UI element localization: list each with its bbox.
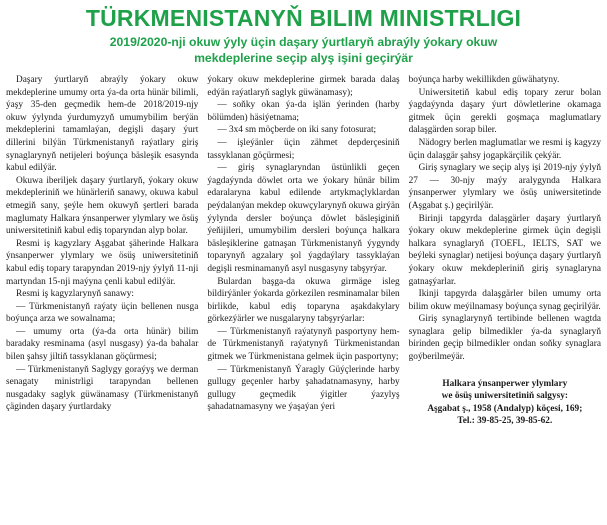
contact-address: Aşgabat ş., 1958 (Andalyp) köçesi, 169; [427,403,583,414]
article-headline: TÜRKMENISTANYŇ BILIM MINISTRLIGI [85,5,522,31]
paragraph: Giriş synaglarynyň tertibinde bellenen wagtda synaglara gelip bilmedikler ýa-da synaglaryň birinden geçip bilmedikler ondan soňky synaglara goýberilmeýär. [408,314,601,363]
column-3 [409,74,601,428]
paragraph: — Türkmenistanyň raýatynyň pasportyny hem-de Türkmenistanyň raýatynyň Türkmenistandan gitmek we Türkmenistana gelmek üçin pasportyny; [207,326,400,363]
column-1 [6,74,198,428]
paragraph: Uniwersitetiň kabul ediş topary zerur bolan ýagdaýynda daşary ýurt döwletlerine okamaga gitmek üçin gerekli goşmaça maglumatlary dalaşgärden sorap biler. [408,87,601,136]
contact-block [409,378,601,428]
paragraph: Giriş synaglary we seçip alyş işi 2019-njy ýylyň 27 — 30-njy maýy aralygynda Halkara ýnsanperwer ylymlary we ösüş uniwersitetinde (Aşgabat ş.) geçirilýär. [408,163,601,211]
paragraph: Birinji tapgyrda dalaşgärler daşary ýurtlaryň ýokary okuw mekdeplerine girmek üçin degişli halkara synaglaryň (TOEFL, IELTS, SAT we beýleki synaglar) netijesi boýunça daşary ýurtlaryň ýokary okuw mekdepleriniň giriş synaglaryna gatnaşýarlar. [408,213,601,287]
paragraph: Resmi iş kagyzlarynyň sanawy: [16,289,134,300]
article-subtitle [6,34,601,66]
paragraph: Resmi iş kagyzlary Aşgabat şäherinde Halkara ýnsanperwer ylymlary we ösüş uniwersitetiniň kabul ediş topary tarapyndan 2019-njy ýylyň 11-nji martyndan 15-nji maýyna çenli kabul edilýär. [6,238,199,287]
subtitle-line: mekdeplerine seçip alyş işini geçirýär [194,51,413,65]
paragraph: — işleýänler üçin zähmet depderçesiniň tassyklanan göçürmesi; [207,137,400,161]
paragraph: — 3x4 sm möçberde on iki sany fotosurat; [217,125,377,136]
paragraph: — Türkmenistanyň raýaty üçin bellenen nusga boýunça arza we sowalnama; [6,301,199,325]
paragraph: Okuwa iberiljek daşary ýurtlaryň, ýokary okuw mekdepleriniň we hünärleriň sanawy, okuwa kabul etmegiň sany, şeýle hem okuwyň şertleri barada maglumaty Halkara ýnsanperwer ylymlary we ösüş uniwersitetiniň kabul ediş toparyndan alyp bolar. [6,175,199,237]
contact-line: we ösüş uniwersitetiniň salgysy: [441,391,568,402]
paragraph: ýokary okuw mekdeplerine girmek barada dalaş edýän raýatlaryň saglyk güwänamasy); [207,75,400,98]
paragraph: Nädogry berlen maglumatlar we resmi iş kagyzy üçin dalaşgär şahsy jogapkärçilik çekýär. [408,137,601,161]
paragraph: Bulardan başga-da okuwa girmäge isleg bildirýänler ýokarda görkezilen resminamalar bilen birlikde, kabul ediş toparyna aşakdakylary görkezýärler we nusgalaryny tabşyrýarlar: [207,276,400,325]
paragraph: — soňky okan ýa-da işlän ýerinden (harby bölümden) häsiýetnama; [207,100,400,123]
paragraph: Ikinji tapgyrda dalaşgärler bilen umumy orta bilim okuw meýilnamasy boýunça synag geçirilýär. [408,289,601,312]
paragraph: — Türkmenistanyň Ýaragly Güýçlerinde harby gullugy geçenler harby şahadatnamasyny, harby gullugy geçmedik ýigitler ýazylyş şahadatnamasyny we ýaşaýan ýeri [207,364,400,413]
article-columns [6,74,601,428]
contact-line: Halkara ýnsanperwer ylymlary [442,378,568,389]
subtitle-line: 2019/2020-nji okuw ýyly üçin daşary ýurtlaryň abraýly ýokary okuw [109,35,498,49]
contact-phone: Tel.: 39-85-25, 39-85-62. [457,416,553,427]
paragraph: Daşary ýurtlaryň abraýly ýokary okuw mekdeplerine umumy orta ýa-da orta hünär bilimli, ýaşy 35-den geçmedik hem-de 2018/2019-njy okuw ýylynda ýurdumyzyň umumybilim berýän mekdeplerini tamamlaýan, degişli daşary ýurt dillerini bilýän Türkmenistanyň raýatlary giriş synaglarynyň netijeleri boýunça bäsleşik esasynda kabul edilýär. [6,75,199,174]
paragraph: boýunça harby wekillikden güwähatyny. [408,75,560,85]
column-2 [207,74,399,428]
paragraph: — giriş synaglaryndan üstünlikli geçen ýagdaýynda döwlet orta we ýokary hünär bilim edaralaryna kabul edilende artykmaçlyklardan peýdalanýan mekdep okuwçylarynyň okuwa girýän ýylynda dersler boýunça döwlet bäsleşiginiň ýeňijileri, umumybilim dersleri boýunça halkara bäsleşiklerine gatnaşan Türkmenistanyň ýygyndy toparynyň agzalary şol ýagdaýlary tassyklaýan degişli resminamanyň asyl nusgasyny tabşyrýar. [207,163,400,274]
paragraph: — Türkmenistanyň Saglygy goraýyş we derman senagaty ministrligi tarapyndan bellenen nusgadaky saglyk güwänamasy (Türkmenistanyň çäginden daşary ýurtlardaky [6,364,199,413]
paragraph: — umumy orta (ýa-da orta hünär) bilim baradaky resminama (asyl nusgasy) ýa-da bahalar bilen şahsy jiltiň tassyklanan göçürmesi; [6,326,199,363]
